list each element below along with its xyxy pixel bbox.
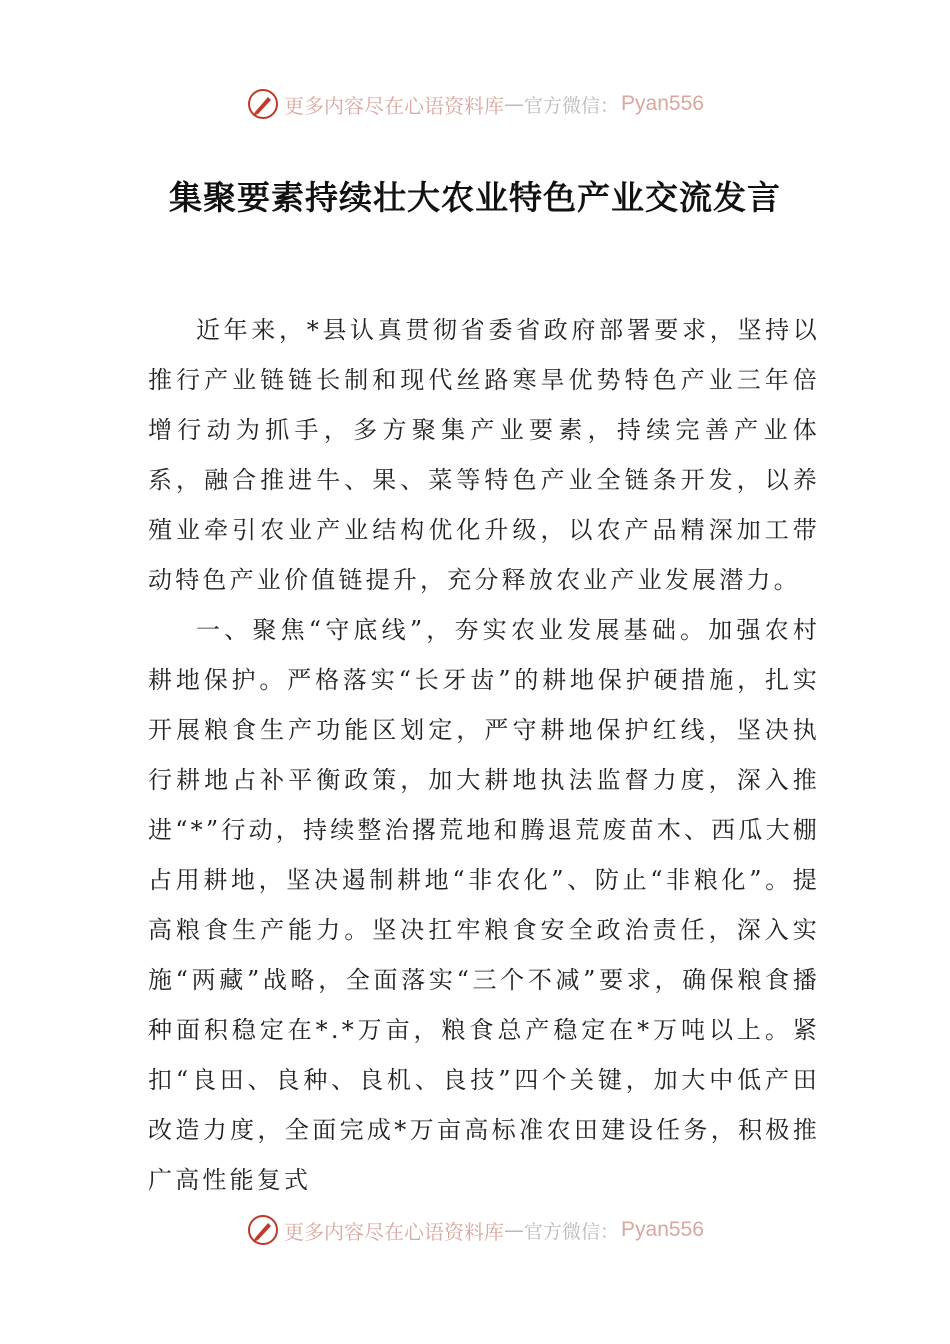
- header-watermark: [0, 84, 950, 124]
- watermark-separator: —: [504, 1218, 525, 1242]
- watermark-text: 更多内容尽在心语资料库: [284, 1219, 505, 1244]
- pen-nib-logo-icon: [246, 1213, 280, 1247]
- watermark-wechat-label: 官方微信：: [524, 1220, 620, 1243]
- paragraph-intro: 近年来，*县认真贯彻省委省政府部署要求，坚持以推行产业链链长制和现代丝路寒旱优势特色产业三年倍增行动为抓手，多方聚集产业要素，持续完善产业体系，融合推进牛、果、菜等特色产业全链条开发，以养殖业牵引农业产业结构优化升级，以农产品精深加工带动特色产业价值链提升，充分释放农业产业发展潜力。: [148, 316, 820, 594]
- watermark-wechat-id: Pyan556: [621, 1218, 704, 1241]
- watermark-wechat-label: 官方微信：: [524, 94, 620, 117]
- watermark-separator: —: [504, 92, 525, 116]
- document-title: 集聚要素持续壮大农业特色产业交流发言: [169, 178, 781, 217]
- paragraph-section-1: 一、聚焦“守底线”，夯实农业发展基础。加强农村耕地保护。严格落实“长牙齿”的耕地保护硬措施，扎实开展粮食生产功能区划定，严守耕地保护红线，坚决执行耕地占补平衡政策，加大耕地执法监督力度，深入推进“*”行动，持续整治撂荒地和腾退荒废苗木、西瓜大棚占用耕地，坚决遏制耕地“非农化”、防止“非粮化”。提高粮食生产能力。坚决扛牢粮食安全政治责任，深入实施“两藏”战略，全面落实“三个不减”要求，确保粮食播种面积稳定在*.*万亩，粮食总产稳定在*万吨以上。紧扣“良田、良种、良机、良技”四个关键，加大中低产田改造力度，全面完成*万亩高标准农田建设任务，积极推广高性能复式: [148, 616, 820, 1194]
- footer-watermark: [0, 1210, 950, 1250]
- document-body: [148, 305, 820, 1205]
- watermark-text: 更多内容尽在心语资料库: [284, 93, 505, 118]
- watermark-wechat-id: Pyan556: [621, 92, 704, 115]
- pen-nib-logo-icon: [246, 87, 280, 121]
